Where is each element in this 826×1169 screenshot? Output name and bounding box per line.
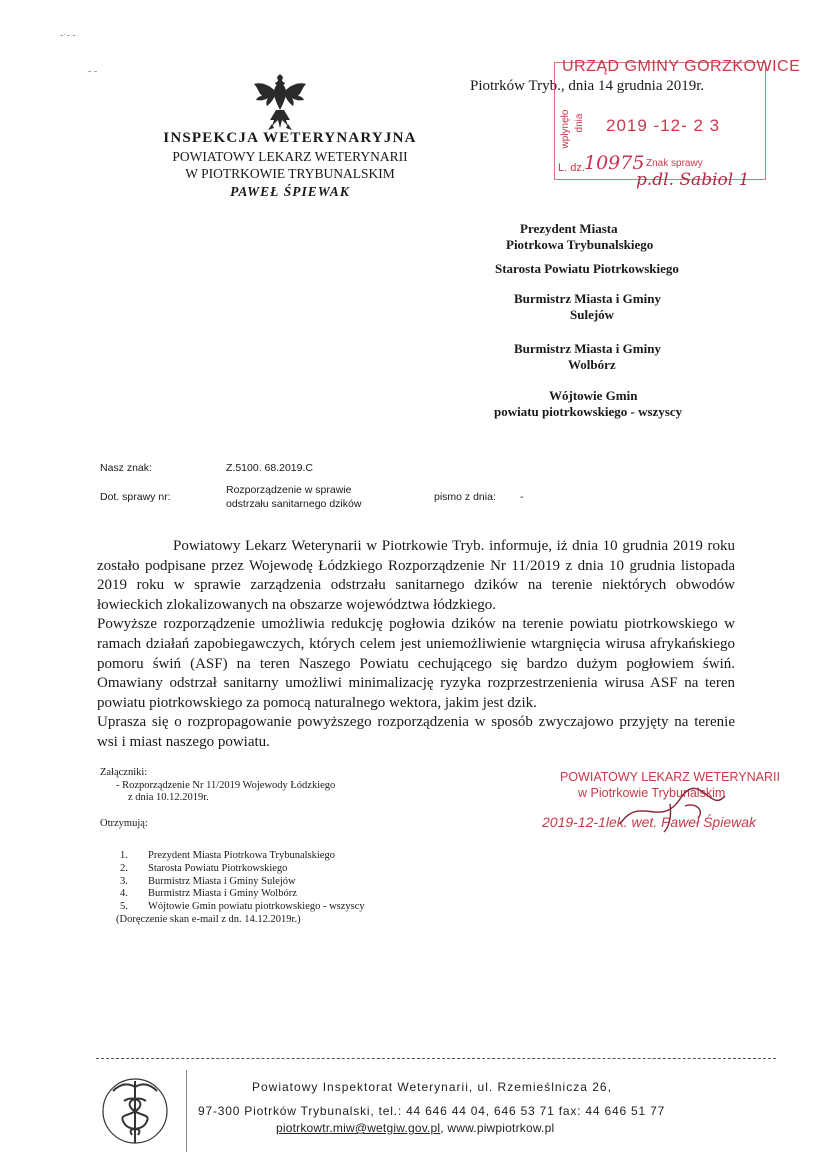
addressee-1-line-1: Prezydent Miasta bbox=[520, 221, 618, 236]
signature-stamp-line-2: w Piotrkowie Trybunalskim bbox=[578, 786, 726, 800]
recipients-note: (Doręczenie skan e-mail z dn. 14.12.2019r.) bbox=[116, 913, 301, 925]
letter-body bbox=[97, 537, 735, 753]
body-paragraph-3: Uprasza się o rozpropagowanie powyższego rozporządzenia w sposób zwyczajowo przyjęty na terenie wsi i miast naszego powiatu. bbox=[97, 714, 735, 750]
addressee-3-line-2: Sulejów bbox=[570, 307, 615, 322]
stamp-signature: p.dl. Sabiol 1 bbox=[636, 170, 750, 190]
list-item: 4. Burmistrz Miasta i Gminy Wolbórz bbox=[120, 888, 297, 900]
addressee-3-line-1: Burmistrz Miasta i Gminy bbox=[514, 291, 661, 306]
scan-speck: - - bbox=[88, 66, 98, 77]
our-sign-value: Z.5100. 68.2019.C bbox=[226, 462, 313, 474]
stamp-side-label-1: wpłynęło bbox=[560, 109, 571, 149]
case-label: Dot. sprawy nr: bbox=[100, 491, 171, 503]
addressee-1-line-2: Piotrkowa Trybunalskiego bbox=[506, 237, 654, 252]
letter-date-value: - bbox=[520, 491, 524, 503]
stamp-date: 2019 -12- 2 3 bbox=[606, 116, 721, 135]
date-line: Piotrków Tryb., dnia 14 grudnia 2019r. bbox=[470, 78, 705, 94]
body-paragraph-1: Powiatowy Lekarz Weterynarii w Piotrkowie Tryb. informuje, iż dnia 10 grudnia 2019 roku zostało podpisane przez Wojewodę Łódzkiego Rozporządzenie Nr 11/2019 z dnia 10 grudnia listopada 2019 roku w sprawie zarządzenia odstrzału sanitarnego dzików na terenie niektórych obwodów łowieckich zlokalizowanych na obszarze województwa łódzkiego. bbox=[97, 538, 735, 613]
attachment-item-line-2: z dnia 10.12.2019r. bbox=[128, 792, 209, 803]
stamp-znak-label: Znak sprawy bbox=[646, 158, 703, 169]
footer-separator bbox=[96, 1058, 776, 1059]
stamp-side-label-2: dnia bbox=[574, 113, 585, 133]
inspection-title: INSPEKCJA WETERYNARYJNA bbox=[163, 130, 417, 146]
case-value-line-1: Rozporządzenie w sprawie bbox=[226, 484, 352, 496]
list-item: 5. Wójtowie Gmin powiatu piotrkowskiego - wszyscy bbox=[120, 901, 365, 913]
received-stamp bbox=[554, 58, 801, 190]
signature-stamp-line-1: POWIATOWY LEKARZ WETERYNARII bbox=[560, 770, 780, 784]
scan-speck: -·- - bbox=[60, 30, 76, 41]
our-sign-label: Nasz znak: bbox=[100, 462, 152, 474]
addressee-4-line-1: Burmistrz Miasta i Gminy bbox=[514, 341, 661, 356]
attachments-label: Załączniki: bbox=[100, 767, 148, 778]
list-item: 2. Starosta Powiatu Piotrkowskiego bbox=[120, 862, 288, 874]
signature-stamp-line-3: 2019-12-1lek. wet. Paweł Śpiewak bbox=[542, 814, 757, 830]
handwritten-signature-icon bbox=[610, 784, 730, 834]
footer-line-2: 97-300 Piotrków Trybunalski, tel.: 44 646 44 04, 646 53 71 fax: 44 646 51 77 bbox=[198, 1104, 666, 1118]
addressee-2-line-1: Starosta Powiatu Piotrkowskiego bbox=[495, 261, 679, 276]
footer-divider bbox=[186, 1070, 187, 1152]
footer-email-link[interactable]: piotrkowtr.miw@wetgiw.gov.pl bbox=[276, 1121, 441, 1135]
list-item: 1. Prezydent Miasta Piotrkowa Trybunalskiego bbox=[120, 850, 335, 861]
header-name: PAWEŁ ŚPIEWAK bbox=[230, 184, 350, 199]
footer-line-3 bbox=[276, 1121, 554, 1135]
footer-line-1: Powiatowy Inspektorat Weterynarii, ul. Rzemieślnicza 26, bbox=[252, 1080, 612, 1094]
addressee-5-line-1: Wójtowie Gmin bbox=[549, 388, 638, 403]
recipients-label: Otrzymują: bbox=[100, 818, 148, 829]
letter-date-label: pismo z dnia: bbox=[434, 491, 496, 503]
stamp-ld-label: L. dz. bbox=[558, 162, 585, 174]
stamp-header: URZĄD GMINY GORZKOWICE bbox=[562, 58, 801, 75]
footer-website: , www.piwpiotrkow.pl bbox=[440, 1121, 555, 1135]
header-line-2: W PIOTRKOWIE TRYBUNALSKIM bbox=[185, 166, 395, 181]
header-line-1: POWIATOWY LEKARZ WETERYNARII bbox=[172, 149, 408, 164]
recipients-list bbox=[116, 850, 365, 927]
eagle-emblem-icon bbox=[252, 70, 308, 134]
caduceus-logo-icon bbox=[100, 1073, 170, 1149]
addressee-5-line-2: powiatu piotrkowskiego - wszyscy bbox=[494, 404, 683, 419]
stamp-number: 10975 bbox=[584, 152, 645, 174]
addressee-4-line-2: Wolbórz bbox=[568, 357, 616, 372]
list-item: 3. Burmistrz Miasta i Gminy Sulejów bbox=[120, 875, 296, 887]
attachment-item-line-1: - Rozporządzenie Nr 11/2019 Wojewody Łódzkiego bbox=[116, 780, 336, 791]
case-value-line-2: odstrzału sanitarnego dzików bbox=[226, 498, 362, 510]
body-paragraph-2: Powyższe rozporządzenie umożliwia redukcję pogłowia dzików na terenie powiatu piotrkowskiego w ramach działań zapobiegawczych, których celem jest uniemożliwienie wtargnięcia wirusa afrykańskiego pomoru świń (ASF) na teren Naszego Powiatu cechującego się bardzo dużym pogłowiem świń. Omawiany odstrzał sanitarny umożliwi minimalizację ryzyka rozprzestrzenienia wirusa ASF na teren powiatu piotrkowskiego za pomocą naturalnego wektora, jakim jest dzik. bbox=[97, 616, 735, 711]
